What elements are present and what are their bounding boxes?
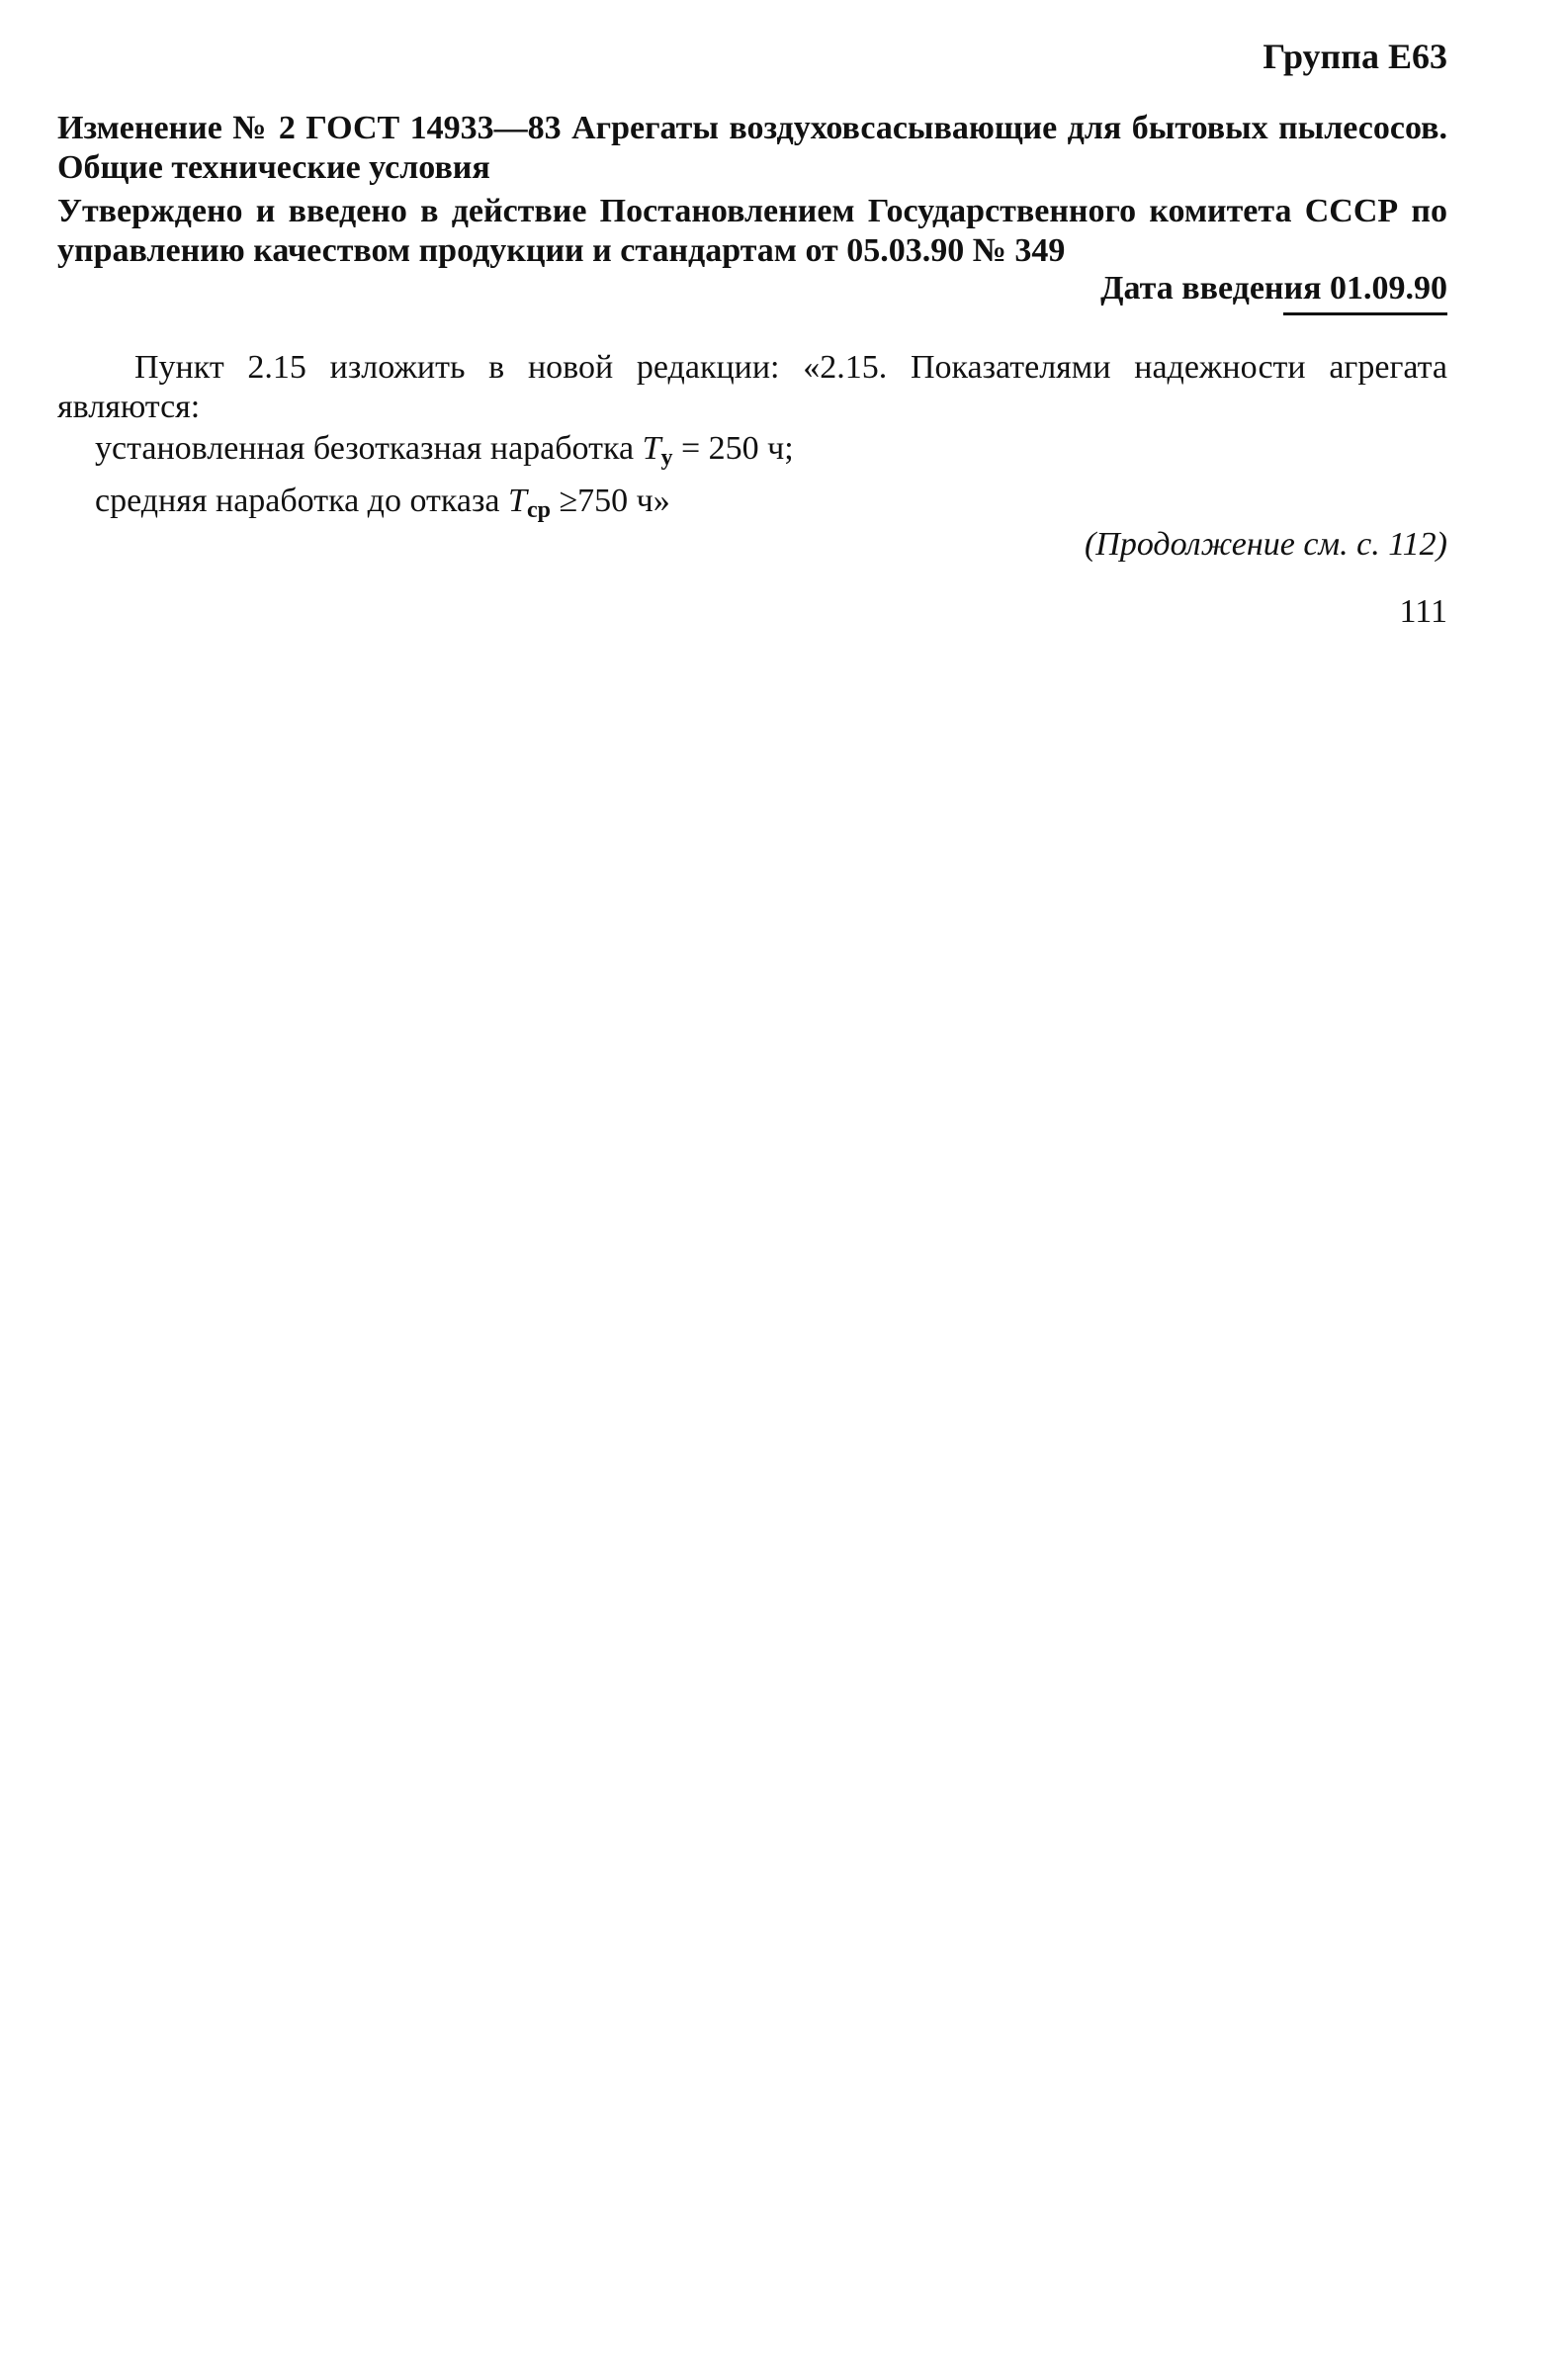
approval-statement: Утверждено и введено в действие Постановлением Государственного комитета СССР по управлению качеством продукции и стандартам от 05.03.90 № 349 [57,193,1447,269]
effective-date [1100,269,1447,308]
line-2-symbol: $T_{ср}$ [508,483,551,523]
change-title: Изменение № 2 ГОСТ 14933—83 Агрегаты воздуховсасывающие для бытовых пылесосов. Общие технические условия [57,110,1447,186]
date-underline [1283,312,1447,315]
effective-date-label: Дата введения [1100,270,1322,307]
line-1-text: установленная безотказная наработка [95,430,635,467]
effective-date-value: 01.09.90 [1330,270,1447,307]
body-text [57,348,1447,532]
line-1-value: = 250 ч; [680,430,794,467]
line-1-symbol: $T_у$ [642,430,673,471]
line-2-value: ≥750 ч» [559,483,670,519]
page-number: 111 [1399,593,1447,630]
reliability-line-1 [57,427,1447,480]
reliability-line-2 [57,480,1447,532]
paragraph-intro: Пункт 2.15 изложить в новой редакции: «2.15. Показателями надежности агрегата являются: [57,349,1447,425]
group-label: Группа Е63 [1263,37,1447,76]
line-2-text: средняя наработка до отказа [95,483,500,519]
continuation-note: (Продолжение см. с. 112) [1084,526,1447,563]
